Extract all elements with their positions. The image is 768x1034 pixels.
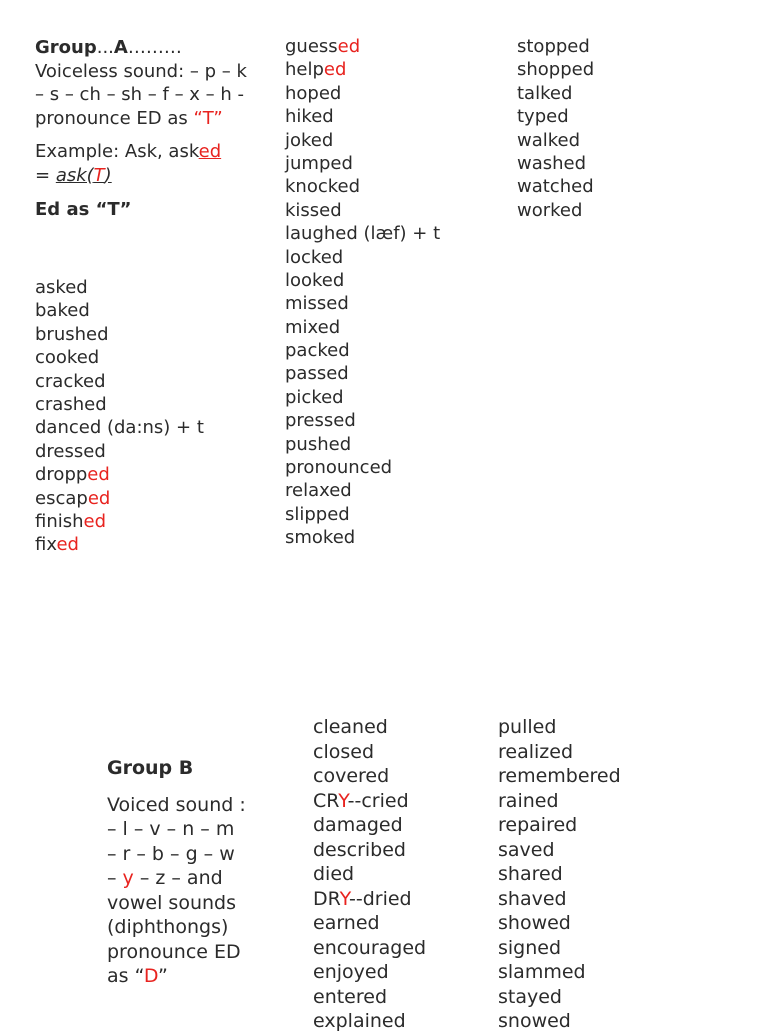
word-base: covered <box>313 765 390 787</box>
group-b-description <box>107 793 307 867</box>
word-base: slammed <box>498 961 586 983</box>
word-item <box>35 393 204 416</box>
word-item <box>285 152 440 175</box>
word-base: realized <box>498 740 574 763</box>
word-base: signed <box>498 936 562 959</box>
word-item <box>35 510 204 533</box>
word-base: snowed <box>498 1010 571 1032</box>
word-base: fix <box>35 534 57 556</box>
word-base: shared <box>498 863 563 885</box>
desc-line <box>107 793 307 818</box>
desc-line-text: Voiced sound : <box>107 793 246 816</box>
ed-as-t-heading <box>35 198 260 222</box>
word-item <box>35 440 204 463</box>
word-base: died <box>313 863 355 885</box>
word-item <box>313 789 426 814</box>
desc-line-text: – r – b – g – w <box>107 842 235 865</box>
word-base: typed <box>517 106 569 128</box>
word-item <box>285 316 440 339</box>
word-item <box>285 58 440 81</box>
word-base: talked <box>517 82 573 104</box>
word-base: encouraged <box>313 936 427 959</box>
word-item <box>313 715 426 740</box>
y-red: y <box>122 867 134 889</box>
word-item <box>498 838 621 863</box>
word-item <box>517 199 594 222</box>
word-item <box>498 789 621 814</box>
y-prefix: – <box>107 867 123 889</box>
word-base: mixed <box>285 316 341 338</box>
word-item <box>517 35 594 58</box>
word-item <box>35 276 204 299</box>
group-b-title-text: Group B <box>107 757 194 779</box>
word-highlight: Y <box>339 887 349 910</box>
word-ending: ed <box>337 36 361 57</box>
group-b-y-line <box>107 866 307 891</box>
word-item <box>498 813 621 838</box>
desc-line-text: (diphthongs) <box>107 916 229 938</box>
word-item <box>35 487 204 510</box>
word-item <box>285 175 440 198</box>
group-a-title <box>35 36 260 60</box>
word-item <box>313 985 426 1010</box>
word-base: repaired <box>498 814 578 836</box>
word-item <box>313 740 426 765</box>
word-item <box>35 533 204 556</box>
as-prefix: as “ <box>107 965 144 987</box>
example-eq: = <box>35 164 56 186</box>
desc-line-text: pronounce ED <box>107 940 241 963</box>
word-base: damaged <box>313 814 403 836</box>
word-item <box>313 764 426 789</box>
word-base: walked <box>517 129 581 151</box>
word-item <box>285 433 440 456</box>
group-a-intro <box>35 36 260 222</box>
desc-line <box>107 817 307 842</box>
example-ask: ask( <box>55 164 94 186</box>
word-base: rained <box>498 789 559 812</box>
word-item <box>285 129 440 152</box>
word-base: smoked <box>285 527 356 549</box>
group-b-column-2 <box>498 715 621 1034</box>
example-ed: ed <box>198 141 222 162</box>
word-item <box>285 199 440 222</box>
word-item <box>498 740 621 765</box>
word-item <box>517 58 594 81</box>
word-base: crashed <box>35 393 107 415</box>
word-base: knocked <box>285 176 361 198</box>
group-a-column-3 <box>517 35 594 222</box>
word-base: stayed <box>498 985 562 1008</box>
word-base: DR <box>313 887 340 910</box>
word-item <box>498 862 621 887</box>
word-base: slipped <box>285 503 350 525</box>
group-a-title-dots-trailing: ……… <box>127 37 182 58</box>
word-item <box>285 456 440 479</box>
group-a-column-1 <box>35 276 204 557</box>
word-base: dressed <box>35 440 106 462</box>
desc-line <box>107 891 307 916</box>
word-item <box>285 222 440 245</box>
word-base: cleaned <box>313 716 388 738</box>
example-close: ) <box>104 164 112 186</box>
word-base: remembered <box>498 765 621 787</box>
word-suffix: --cried <box>347 789 409 812</box>
word-base: explained <box>313 1010 406 1032</box>
word-item <box>517 105 594 128</box>
word-base: escap <box>35 487 88 509</box>
word-base: shopped <box>517 59 595 81</box>
word-item <box>498 985 621 1010</box>
word-item <box>498 1009 621 1034</box>
word-base: stopped <box>517 36 590 57</box>
group-a-title-label: Group <box>35 37 97 58</box>
word-base: washed <box>517 152 587 174</box>
word-item <box>498 715 621 740</box>
word-base: baked <box>35 300 90 322</box>
group-a-title-letter: A <box>113 37 128 58</box>
word-item <box>285 362 440 385</box>
as-d: D <box>143 965 158 987</box>
word-base: described <box>313 838 406 861</box>
word-base: shaved <box>498 887 567 910</box>
group-a-description <box>35 60 260 131</box>
group-a-title-dots: ... <box>96 37 114 58</box>
word-base: enjoyed <box>313 961 389 983</box>
word-base: kissed <box>285 199 342 221</box>
word-base: asked <box>35 277 88 298</box>
word-base: help <box>285 59 324 81</box>
word-ending: ed <box>87 487 111 509</box>
word-item <box>285 409 440 432</box>
word-item <box>313 1009 426 1034</box>
word-item <box>313 813 426 838</box>
word-base: laughed (læf) + t <box>285 223 441 245</box>
word-base: looked <box>285 269 345 291</box>
word-base: passed <box>285 363 349 385</box>
group-a-example <box>35 140 260 187</box>
word-highlight: Y <box>338 789 348 812</box>
word-base: missed <box>285 293 349 315</box>
word-base: worked <box>517 199 583 221</box>
word-base: packed <box>285 340 350 362</box>
word-item <box>313 887 426 912</box>
word-item <box>285 386 440 409</box>
as-close: ” <box>157 965 168 987</box>
example-prefix: Example: Ask, ask <box>35 141 199 162</box>
group-b-title <box>107 756 307 781</box>
word-item <box>517 129 594 152</box>
group-b-intro <box>107 756 307 989</box>
word-item <box>517 82 594 105</box>
word-base: pronounced <box>285 457 393 479</box>
y-suffix: – z – and <box>133 867 223 889</box>
word-item <box>35 370 204 393</box>
word-item <box>285 339 440 362</box>
word-base: CR <box>313 789 339 812</box>
word-item <box>285 35 440 58</box>
word-item <box>35 346 204 369</box>
word-base: saved <box>498 838 555 861</box>
word-item <box>285 246 440 269</box>
word-base: locked <box>285 246 344 268</box>
desc-line <box>107 940 307 965</box>
word-item <box>285 269 440 292</box>
word-item <box>498 936 621 961</box>
group-b-column-1 <box>313 715 426 1034</box>
word-item <box>35 416 204 439</box>
group-a-desc-text: Voiceless sound: – p – k – s – ch – sh – f – x – h - pronounce ED as <box>35 60 247 129</box>
desc-line <box>107 915 307 940</box>
word-ending: ed <box>56 534 79 556</box>
word-base: joked <box>285 129 334 151</box>
group-b-as-d <box>107 964 307 989</box>
word-base: watched <box>517 176 594 198</box>
word-item <box>313 838 426 863</box>
word-base: guess <box>285 36 338 57</box>
word-item <box>285 479 440 502</box>
word-item <box>498 887 621 912</box>
desc-line-text: – l – v – n – m <box>107 818 235 840</box>
word-item <box>498 911 621 936</box>
word-ending: ed <box>83 510 107 532</box>
word-base: earned <box>313 912 380 934</box>
word-base: picked <box>285 386 344 408</box>
word-base: hoped <box>285 82 342 104</box>
word-base: cooked <box>35 347 100 369</box>
word-item <box>313 862 426 887</box>
word-base: brushed <box>35 323 109 345</box>
word-item <box>285 105 440 128</box>
desc-line <box>107 842 307 867</box>
word-base: hiked <box>285 106 334 128</box>
word-base: dropp <box>35 464 88 486</box>
word-base: jumped <box>285 152 353 174</box>
group-b-desc-tail <box>107 891 307 965</box>
word-item <box>35 299 204 322</box>
word-item <box>285 82 440 105</box>
group-a-column-2 <box>285 35 440 550</box>
example-t: T <box>93 164 105 186</box>
word-item <box>35 463 204 486</box>
word-suffix: --dried <box>348 887 412 910</box>
word-item <box>517 175 594 198</box>
word-base: entered <box>313 985 388 1008</box>
word-base: cracked <box>35 370 106 392</box>
word-base: showed <box>498 912 571 934</box>
word-base: pulled <box>498 716 557 738</box>
word-ending: ed <box>323 59 347 81</box>
word-item <box>35 323 204 346</box>
word-base: pressed <box>285 410 356 432</box>
group-a-desc-t: “T” <box>193 107 223 129</box>
word-base: pushed <box>285 433 352 455</box>
word-item <box>285 292 440 315</box>
word-item <box>313 960 426 985</box>
ed-as-t-heading-text: Ed as “T” <box>35 199 132 220</box>
word-item <box>498 960 621 985</box>
word-base: finish <box>35 510 84 532</box>
word-item <box>285 503 440 526</box>
word-ending: ed <box>87 464 110 486</box>
word-item <box>313 911 426 936</box>
word-item <box>517 152 594 175</box>
word-item <box>313 936 426 961</box>
desc-line-text: vowel sounds <box>107 891 236 914</box>
word-item <box>285 526 440 549</box>
word-base: relaxed <box>285 480 352 502</box>
word-item <box>498 764 621 789</box>
word-base: danced (da:ns) + t <box>35 417 204 439</box>
word-base: closed <box>313 740 374 763</box>
